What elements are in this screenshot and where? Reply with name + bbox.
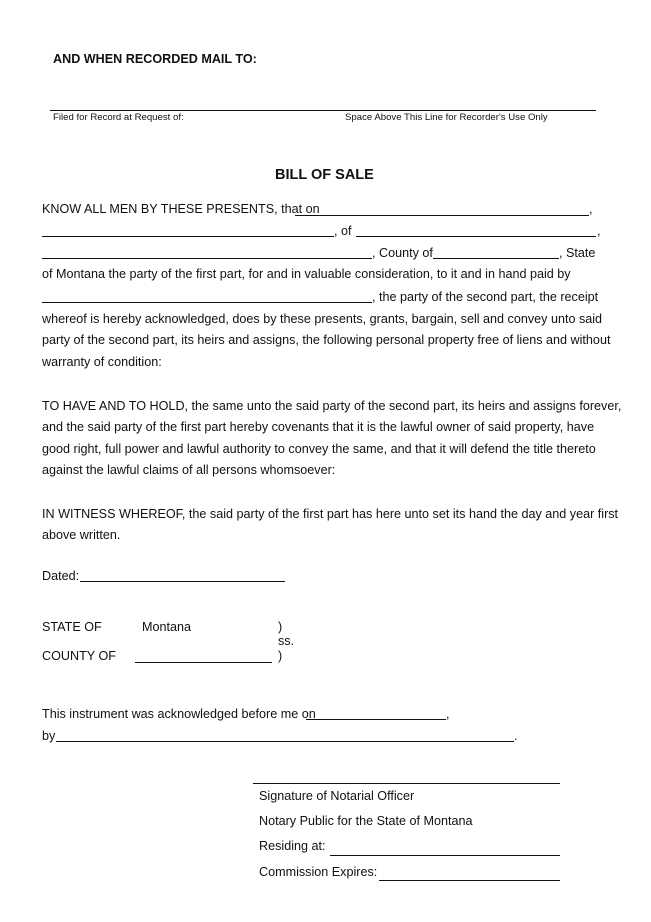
- venue-ss: ss.: [278, 634, 295, 648]
- venue-state-label: STATE OF: [42, 620, 102, 634]
- first-party-city-field[interactable]: [42, 258, 372, 259]
- dated-field[interactable]: [80, 581, 285, 582]
- body-line-6: whereof is hereby acknowledged, does by these presents, grants, bargain, sell and convey unto said: [42, 312, 603, 326]
- body-line-7: party of the second part, its heirs and assigns, the following personal property free of liens and without: [42, 333, 611, 347]
- recorder-use-label: Space Above This Line for Recorder's Use Only: [345, 112, 548, 123]
- recorder-divider: [50, 110, 596, 111]
- witness-line-1: IN WITNESS WHEREOF, the said party of the first part has here unto set its hand the day and year first: [42, 507, 619, 521]
- body-line-8: warranty of condition:: [42, 355, 162, 369]
- venue-county-field[interactable]: [135, 662, 272, 663]
- acknowledgment-period: .: [514, 729, 518, 743]
- body-line-4: of Montana the party of the first part, for and in valuable consideration, to it and in hand paid by: [42, 267, 571, 281]
- acknowledgment-date-field[interactable]: [306, 719, 446, 720]
- venue-state-value: Montana: [142, 620, 192, 634]
- habendum-line-4: against the lawful claims of all persons whomsoever:: [42, 463, 336, 477]
- notary-signature-label: Signature of Notarial Officer: [259, 789, 415, 803]
- first-party-name-field[interactable]: [42, 236, 334, 237]
- first-party-address-field[interactable]: [356, 236, 596, 237]
- habendum-line-1: TO HAVE AND TO HOLD, the same unto the said party of the second part, its heirs and assigns forever,: [42, 399, 622, 413]
- notary-public-label: Notary Public for the State of Montana: [259, 814, 473, 828]
- commission-expires-field[interactable]: [379, 880, 560, 881]
- commission-expires-label: Commission Expires:: [259, 865, 378, 879]
- venue-county-label: COUNTY OF: [42, 649, 116, 663]
- first-party-county-field[interactable]: [433, 258, 559, 259]
- venue-paren-1: ): [278, 620, 283, 634]
- notary-signature-field[interactable]: [253, 783, 560, 784]
- acknowledgment-by-field[interactable]: [56, 741, 514, 742]
- acknowledgment-comma: ,: [446, 707, 450, 721]
- second-party-name-field[interactable]: [42, 302, 372, 303]
- dated-label: Dated:: [42, 569, 80, 583]
- habendum-line-3: good right, full power and lawful authority to convey the same, and that it will defend the title thereto: [42, 442, 596, 456]
- residing-at-field[interactable]: [330, 855, 560, 856]
- comma-2: ,: [597, 224, 601, 238]
- recorded-mail-heading: AND WHEN RECORDED MAIL TO:: [53, 52, 257, 66]
- residing-at-label: Residing at:: [259, 839, 326, 853]
- acknowledgment-by-label: by: [42, 729, 56, 743]
- body-line-1: KNOW ALL MEN BY THESE PRESENTS, that on: [42, 202, 320, 216]
- sale-date-field[interactable]: [295, 215, 589, 216]
- venue-paren-2: ): [278, 649, 283, 663]
- state-label: , State: [559, 246, 596, 260]
- county-of-label: , County of: [372, 246, 433, 260]
- document-title: BILL OF SALE: [275, 167, 374, 183]
- acknowledgment-line: This instrument was acknowledged before me on: [42, 707, 316, 721]
- witness-line-2: above written.: [42, 528, 121, 542]
- comma-1: ,: [589, 202, 593, 216]
- filed-for-record-label: Filed for Record at Request of:: [53, 112, 184, 123]
- habendum-line-2: and the said party of the first part hereby covenants that it is the lawful owner of said property, have: [42, 420, 595, 434]
- body-line-5-suffix: , the party of the second part, the receipt: [372, 290, 599, 304]
- of-label: , of: [334, 224, 352, 238]
